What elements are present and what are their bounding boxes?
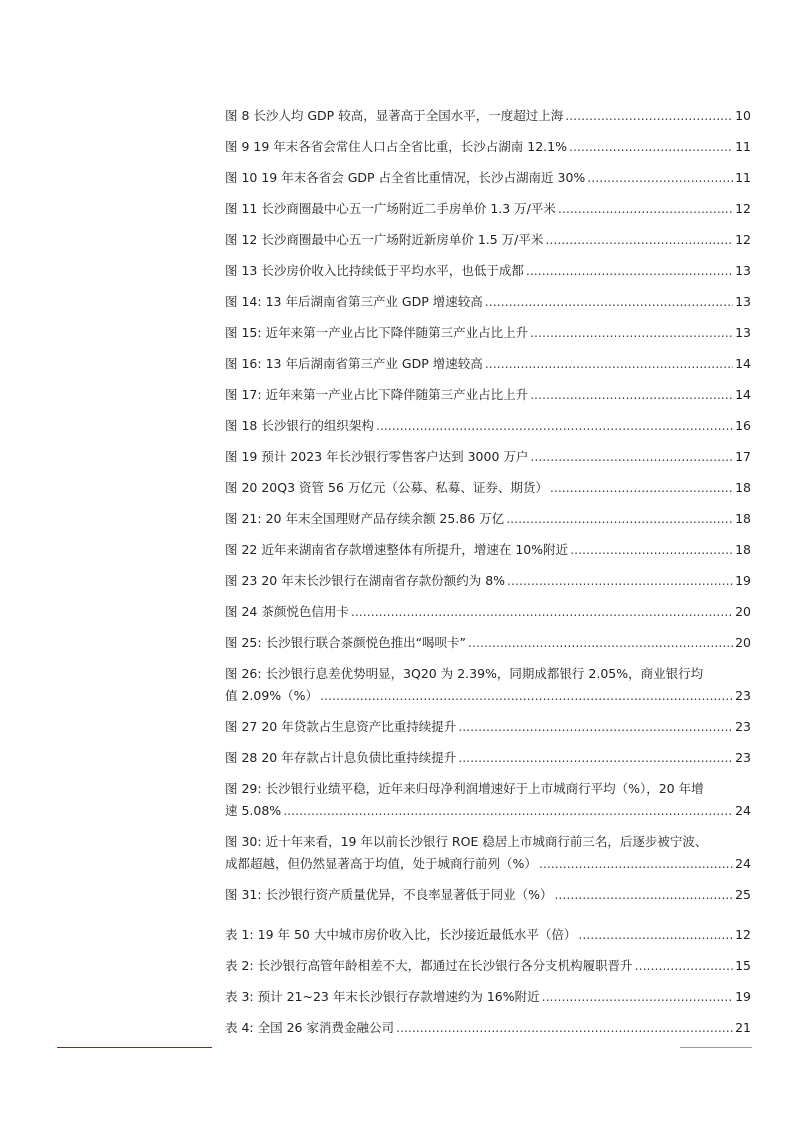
toc-entry-title: 图 31: 长沙银行资产质量优异，不良率显著低于同业（%）	[225, 887, 553, 902]
toc-leader-dots	[635, 955, 733, 977]
toc-entry-figure-8[interactable]	[225, 353, 751, 375]
toc-entry-page: 14	[735, 387, 751, 402]
toc-entry-title: 图 12 长沙商圈最中心五一广场附近新房单价 1.5 万/平米	[225, 232, 544, 247]
toc-entry-page: 18	[735, 511, 751, 526]
toc-entry-figure-4[interactable]	[225, 229, 751, 251]
toc-entry-figure-16[interactable]	[225, 601, 751, 623]
toc-entry-figure-3[interactable]	[225, 198, 751, 220]
toc-leader-dots	[506, 508, 733, 530]
toc-leader-dots	[530, 384, 733, 406]
toc-leader-dots	[542, 986, 733, 1008]
toc-entry-title: 表 3: 预计 21~23 年末长沙银行存款增速约为 16%附近	[225, 989, 540, 1004]
toc-leader-dots	[396, 1017, 733, 1039]
toc-entry-page: 11	[735, 170, 751, 185]
toc-entry-page: 11	[735, 139, 751, 154]
toc-entry-page: 20	[735, 604, 751, 619]
toc-entry-page: 23	[735, 750, 751, 765]
toc-entry-page: 14	[735, 356, 751, 371]
toc-leader-dots	[569, 136, 733, 158]
toc-leader-dots	[468, 632, 733, 654]
toc-entry-page: 16	[735, 418, 751, 433]
toc-leader-dots	[578, 924, 733, 946]
toc-entry-title: 图 18 长沙银行的组织架构	[225, 418, 374, 433]
toc-entry-figure-2[interactable]	[225, 167, 751, 189]
table-of-contents	[225, 105, 751, 1039]
toc-entry-page: 19	[735, 989, 751, 1004]
toc-entry-table-2[interactable]	[225, 986, 751, 1008]
toc-entry-page: 10	[735, 108, 751, 123]
toc-entry-title-line1: 图 29: 长沙银行业绩平稳，近年来归母净利润增速好于上市城商行平均（%），20 年增	[225, 781, 704, 796]
toc-entry-figure-31[interactable]	[225, 884, 751, 906]
toc-entry-page: 18	[735, 480, 751, 495]
toc-leader-dots	[485, 291, 733, 313]
toc-entry-figure-0[interactable]	[225, 105, 751, 127]
toc-leader-dots	[550, 477, 733, 499]
toc-leader-dots	[545, 229, 733, 251]
toc-entry-figure-b-1[interactable]	[225, 747, 751, 769]
toc-entry-page: 24	[735, 803, 751, 818]
toc-entry-title: 图 21: 20 年末全国理财产品存续余额 25.86 万亿	[225, 511, 505, 526]
toc-entry-table-1[interactable]	[225, 955, 751, 977]
toc-entry-page: 19	[735, 573, 751, 588]
toc-leader-dots	[558, 198, 733, 220]
toc-entry-figure-b-0[interactable]	[225, 716, 751, 738]
toc-leader-dots	[539, 853, 733, 875]
toc-entry-figure-15[interactable]	[225, 570, 751, 592]
toc-entry-title: 图 8 长沙人均 GDP 较高，显著高于全国水平，一度超过上海	[225, 108, 564, 123]
toc-entry-page: 17	[735, 449, 751, 464]
toc-entry-title-line2: 速 5.08%	[225, 803, 282, 818]
toc-entry-title: 图 24 茶颜悦色信用卡	[225, 604, 349, 619]
toc-entry-title: 图 13 长沙房价收入比持续低于平均水平，也低于成都	[225, 263, 524, 278]
toc-entry-figure-1[interactable]	[225, 136, 751, 158]
toc-entry-title: 图 14: 13 年后湖南省第三产业 GDP 增速较高	[225, 294, 483, 309]
toc-entry-figure-26[interactable]	[225, 663, 751, 707]
toc-entry-figure-5[interactable]	[225, 260, 751, 282]
toc-entry-page: 20	[735, 635, 751, 650]
toc-entry-figure-6[interactable]	[225, 291, 751, 313]
toc-leader-dots	[283, 800, 733, 822]
footer-rule-left	[57, 1047, 212, 1048]
toc-entry-title-line1: 图 30: 近十年来看，19 年以前长沙银行 ROE 稳居上市城商行前三名，后逐步被宁波、	[225, 834, 708, 849]
figure-list-b	[225, 716, 751, 769]
toc-entry-page: 12	[735, 201, 751, 216]
toc-entry-page: 15	[735, 958, 751, 973]
toc-leader-dots	[587, 167, 733, 189]
toc-leader-dots	[554, 884, 733, 906]
toc-entry-figure-13[interactable]	[225, 508, 751, 530]
toc-entry-title: 表 1: 19 年 50 大中城市房价收入比，长沙接近最低水平（倍）	[225, 927, 577, 942]
figure-list	[225, 105, 751, 654]
toc-entry-page: 13	[735, 325, 751, 340]
toc-entry-page: 23	[735, 688, 751, 703]
toc-leader-dots	[530, 322, 733, 344]
toc-leader-dots	[507, 570, 733, 592]
toc-entry-figure-7[interactable]	[225, 322, 751, 344]
toc-leader-dots	[526, 260, 733, 282]
toc-entry-figure-11[interactable]	[225, 446, 751, 468]
toc-entry-title-line1: 图 26: 长沙银行息差优势明显，3Q20 为 2.39%，同期成都银行 2.05%，商业银行均	[225, 666, 704, 681]
toc-entry-page: 23	[735, 719, 751, 734]
toc-leader-dots	[530, 446, 733, 468]
toc-entry-title: 图 17: 近年来第一产业占比下降伴随第三产业占比上升	[225, 387, 529, 402]
toc-leader-dots	[320, 685, 733, 707]
toc-entry-title: 表 2: 长沙银行高管年龄相差不大，都通过在长沙银行各分支机构履职晋升	[225, 958, 633, 973]
footer-rule-right	[680, 1047, 752, 1048]
toc-leader-dots	[458, 747, 733, 769]
toc-entry-page: 13	[735, 263, 751, 278]
toc-entry-page: 21	[735, 1020, 751, 1035]
toc-entry-title: 图 15: 近年来第一产业占比下降伴随第三产业占比上升	[225, 325, 529, 340]
toc-leader-dots	[376, 415, 733, 437]
toc-entry-title: 图 16: 13 年后湖南省第三产业 GDP 增速较高	[225, 356, 483, 371]
toc-entry-figure-12[interactable]	[225, 477, 751, 499]
toc-entry-figure-9[interactable]	[225, 384, 751, 406]
toc-entry-page: 13	[735, 294, 751, 309]
table-list	[225, 924, 751, 1039]
toc-entry-figure-17[interactable]	[225, 632, 751, 654]
toc-leader-dots	[570, 539, 733, 561]
toc-entry-title: 图 25: 长沙银行联合茶颜悦色推出“喝呗卡”	[225, 635, 467, 650]
toc-entry-title: 表 4: 全国 26 家消费金融公司	[225, 1020, 394, 1035]
toc-entry-page: 25	[735, 887, 751, 902]
toc-entry-page: 12	[735, 927, 751, 942]
toc-entry-page: 12	[735, 232, 751, 247]
toc-entry-page: 24	[735, 856, 751, 871]
toc-entry-title: 图 22 近年来湖南省存款增速整体有所提升，增速在 10%附近	[225, 542, 569, 557]
toc-leader-dots	[485, 353, 733, 375]
toc-leader-dots	[565, 105, 733, 127]
toc-leader-dots	[458, 716, 733, 738]
toc-leader-dots	[351, 601, 733, 623]
toc-entry-figure-14[interactable]	[225, 539, 751, 561]
toc-entry-title: 图 10 19 年末各省会 GDP 占全省比重情况，长沙占湖南近 30%	[225, 170, 586, 185]
toc-entry-title: 图 11 长沙商圈最中心五一广场附近二手房单价 1.3 万/平米	[225, 201, 556, 216]
toc-entry-page: 18	[735, 542, 751, 557]
toc-entry-title: 图 27 20 年贷款占生息资产比重持续提升	[225, 719, 457, 734]
toc-entry-title: 图 28 20 年存款占计息负债比重持续提升	[225, 750, 457, 765]
toc-entry-figure-30[interactable]	[225, 831, 751, 875]
toc-entry-title: 图 23 20 年末长沙银行在湖南省存款份额约为 8%	[225, 573, 506, 588]
toc-entry-title-line2: 成都超越，但仍然显著高于均值，处于城商行前列（%）	[225, 856, 537, 871]
toc-entry-title-line2: 值 2.09%（%）	[225, 688, 319, 703]
toc-entry-title: 图 9 19 年末各省会常住人口占全省比重，长沙占湖南 12.1%	[225, 139, 567, 154]
toc-entry-table-0[interactable]	[225, 924, 751, 946]
toc-entry-figure-29[interactable]	[225, 778, 751, 822]
toc-entry-figure-10[interactable]	[225, 415, 751, 437]
toc-entry-title: 图 20 20Q3 资管 56 万亿元（公募、私募、证券、期货）	[225, 480, 548, 495]
toc-entry-table-3[interactable]	[225, 1017, 751, 1039]
toc-entry-title: 图 19 预计 2023 年长沙银行零售客户达到 3000 万户	[225, 449, 529, 464]
